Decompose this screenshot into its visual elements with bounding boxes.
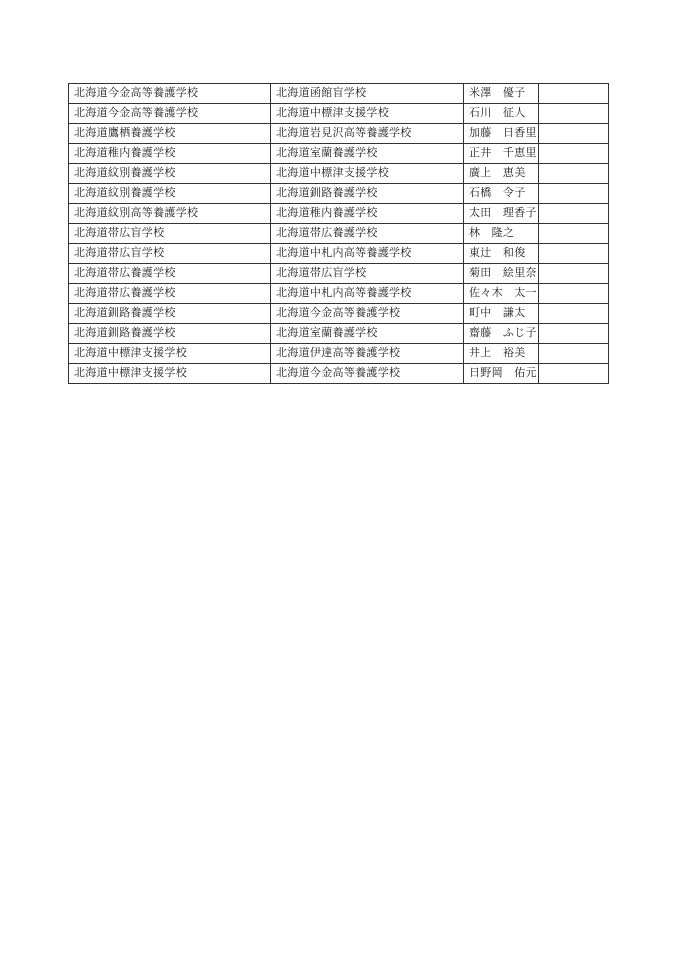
school-cell-left: 北海道紋別養護学校 — [69, 164, 271, 184]
school-cell-left: 北海道今金高等養護学校 — [69, 84, 271, 104]
empty-cell — [539, 364, 609, 384]
table-row — [69, 264, 609, 284]
school-cell-right: 北海道中札内高等養護学校 — [271, 284, 464, 304]
empty-cell — [539, 344, 609, 364]
table-row — [69, 224, 609, 244]
table-row — [69, 324, 609, 344]
person-name-cell: 石川 征人 — [464, 104, 539, 124]
table-row — [69, 284, 609, 304]
school-cell-left: 北海道釧路養護学校 — [69, 304, 271, 324]
school-cell-right: 北海道今金高等養護学校 — [271, 304, 464, 324]
school-cell-right: 北海道中標津支援学校 — [271, 164, 464, 184]
person-name-cell: 石橋 令子 — [464, 184, 539, 204]
empty-cell — [539, 84, 609, 104]
table-row — [69, 124, 609, 144]
table-row — [69, 204, 609, 224]
person-name-cell: 太田 理香子 — [464, 204, 539, 224]
school-cell-right: 北海道今金高等養護学校 — [271, 364, 464, 384]
school-cell-left: 北海道中標津支援学校 — [69, 364, 271, 384]
school-cell-right: 北海道中札内高等養護学校 — [271, 244, 464, 264]
person-name-cell: 齋藤 ふじ子 — [464, 324, 539, 344]
empty-cell — [539, 304, 609, 324]
person-name-cell: 正井 千恵里 — [464, 144, 539, 164]
school-cell-right: 北海道伊達高等養護学校 — [271, 344, 464, 364]
person-name-cell: 米澤 優子 — [464, 84, 539, 104]
person-name-cell: 日野岡 佑元 — [464, 364, 539, 384]
school-cell-left: 北海道中標津支援学校 — [69, 344, 271, 364]
empty-cell — [539, 244, 609, 264]
person-name-cell: 井上 裕美 — [464, 344, 539, 364]
person-name-cell: 東辻 和俊 — [464, 244, 539, 264]
school-cell-right: 北海道帯広養護学校 — [271, 224, 464, 244]
empty-cell — [539, 184, 609, 204]
table-row — [69, 364, 609, 384]
table-row — [69, 344, 609, 364]
school-cell-right: 北海道函館盲学校 — [271, 84, 464, 104]
school-cell-right: 北海道室蘭養護学校 — [271, 324, 464, 344]
school-cell-right: 北海道岩見沢高等養護学校 — [271, 124, 464, 144]
school-cell-right: 北海道中標津支援学校 — [271, 104, 464, 124]
empty-cell — [539, 284, 609, 304]
empty-cell — [539, 144, 609, 164]
school-cell-left: 北海道釧路養護学校 — [69, 324, 271, 344]
school-cell-left: 北海道紋別養護学校 — [69, 184, 271, 204]
school-cell-left: 北海道紋別高等養護学校 — [69, 204, 271, 224]
school-cell-right: 北海道釧路養護学校 — [271, 184, 464, 204]
person-name-cell: 佐々木 太一 — [464, 284, 539, 304]
school-cell-left: 北海道稚内養護学校 — [69, 144, 271, 164]
table-row — [69, 184, 609, 204]
school-cell-left: 北海道鷹栖養護学校 — [69, 124, 271, 144]
empty-cell — [539, 124, 609, 144]
school-cell-right: 北海道稚内養護学校 — [271, 204, 464, 224]
empty-cell — [539, 164, 609, 184]
school-cell-right: 北海道室蘭養護学校 — [271, 144, 464, 164]
table-row — [69, 244, 609, 264]
person-name-cell: 町中 謙太 — [464, 304, 539, 324]
table-row — [69, 84, 609, 104]
school-cell-right: 北海道帯広盲学校 — [271, 264, 464, 284]
empty-cell — [539, 324, 609, 344]
empty-cell — [539, 224, 609, 244]
school-cell-left: 北海道帯広盲学校 — [69, 244, 271, 264]
school-cell-left: 北海道今金高等養護学校 — [69, 104, 271, 124]
table-row — [69, 164, 609, 184]
school-transfer-table — [68, 83, 609, 384]
school-cell-left: 北海道帯広養護学校 — [69, 284, 271, 304]
table-row — [69, 144, 609, 164]
empty-cell — [539, 104, 609, 124]
table-row — [69, 304, 609, 324]
person-name-cell: 加藤 日香里 — [464, 124, 539, 144]
person-name-cell: 菊田 絵里奈 — [464, 264, 539, 284]
school-cell-left: 北海道帯広盲学校 — [69, 224, 271, 244]
table-row — [69, 104, 609, 124]
empty-cell — [539, 204, 609, 224]
school-cell-left: 北海道帯広養護学校 — [69, 264, 271, 284]
person-name-cell: 廣上 恵美 — [464, 164, 539, 184]
empty-cell — [539, 264, 609, 284]
person-name-cell: 林 隆之 — [464, 224, 539, 244]
